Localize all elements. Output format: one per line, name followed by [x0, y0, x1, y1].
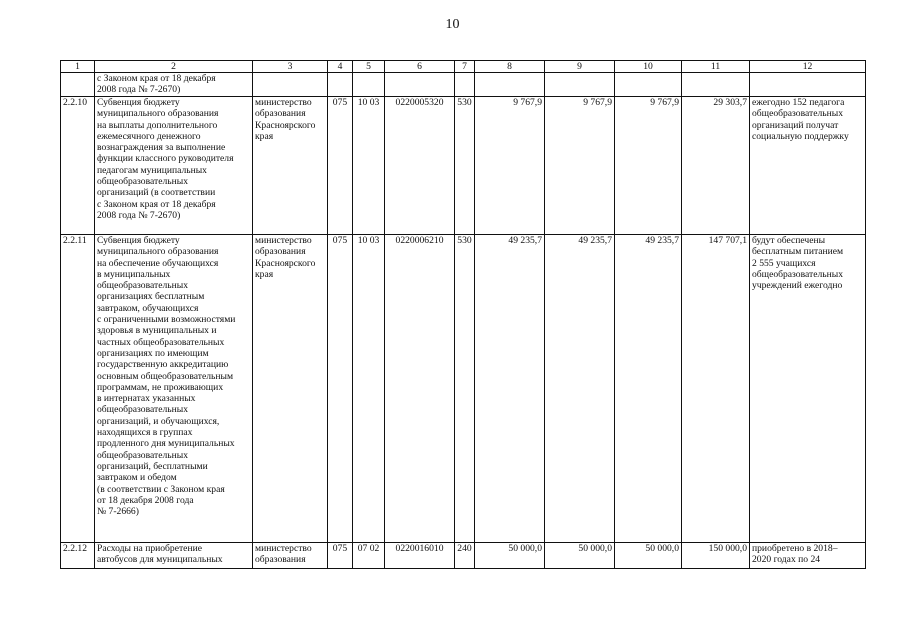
row-ministry — [253, 73, 328, 97]
header-cell: 10 — [615, 61, 682, 73]
row-name: с Законом края от 18 декабря 2008 года № 7-2670) — [95, 73, 253, 97]
row-id — [61, 73, 95, 97]
row-id: 2.2.11 — [61, 235, 95, 543]
row-ministry: министерство образования — [253, 543, 328, 569]
row-c7: 240 — [455, 543, 475, 569]
header-cell: 11 — [682, 61, 750, 73]
header-cell: 3 — [253, 61, 328, 73]
row-id: 2.2.12 — [61, 543, 95, 569]
row-c11: 150 000,0 — [682, 543, 750, 569]
row-c10: 9 767,9 — [615, 97, 682, 235]
row-c8: 9 767,9 — [475, 97, 545, 235]
header-cell: 8 — [475, 61, 545, 73]
row-c5: 10 03 — [353, 235, 385, 543]
header-cell: 6 — [385, 61, 455, 73]
header-cell: 5 — [353, 61, 385, 73]
row-c6 — [385, 73, 455, 97]
table-row — [61, 97, 866, 235]
row-c8: 50 000,0 — [475, 543, 545, 569]
table-row — [61, 73, 866, 97]
row-c7: 530 — [455, 97, 475, 235]
row-c11: 147 707,1 — [682, 235, 750, 543]
row-c10: 50 000,0 — [615, 543, 682, 569]
row-result — [750, 73, 866, 97]
table-row — [61, 543, 866, 569]
header-row — [61, 61, 866, 73]
row-c6: 0220016010 — [385, 543, 455, 569]
page-number: 10 — [445, 17, 460, 32]
row-c9 — [545, 73, 615, 97]
row-c10: 49 235,7 — [615, 235, 682, 543]
row-c9: 50 000,0 — [545, 543, 615, 569]
row-c5: 07 02 — [353, 543, 385, 569]
header-cell: 2 — [95, 61, 253, 73]
row-c8 — [475, 73, 545, 97]
header-cell: 7 — [455, 61, 475, 73]
row-name: Расходы на приобретение автобусов для муниципальных — [95, 543, 253, 569]
row-c4 — [328, 73, 353, 97]
row-c9: 49 235,7 — [545, 235, 615, 543]
row-c4: 075 — [328, 97, 353, 235]
row-c6: 0220006210 — [385, 235, 455, 543]
row-ministry: министерство образования Красноярского края — [253, 235, 328, 543]
row-c7: 530 — [455, 235, 475, 543]
row-c11: 29 303,7 — [682, 97, 750, 235]
row-c5: 10 03 — [353, 97, 385, 235]
row-c7 — [455, 73, 475, 97]
row-c8: 49 235,7 — [475, 235, 545, 543]
row-result: ежегодно 152 педагога общеобразовательных организаций получат социальную поддержку — [750, 97, 866, 235]
row-c4: 075 — [328, 543, 353, 569]
header-cell: 1 — [61, 61, 95, 73]
budget-table — [60, 60, 866, 569]
row-name: Субвенция бюджету муниципального образования на обеспечение обучающихся в муниципальных общеобразовательных организациях бесплатным завтраком, обучающихся с ограниченными возможностями здоровья в муниципальных и частных общеобразовательных организациях по имеющим государственную аккредитацию основным общеобразовательным программам, не проживающих в интернатах указанных общеобразовательных организаций, и обучающихся, находящихся в группах продленного дня муниципальных общеобразовательных организаций, бесплатными завтраком и обедом (в соответствии с Законом края от 18 декабря 2008 года № 7-2666) — [95, 235, 253, 543]
row-c5 — [353, 73, 385, 97]
row-c11 — [682, 73, 750, 97]
header-cell: 4 — [328, 61, 353, 73]
row-c10 — [615, 73, 682, 97]
row-c6: 0220005320 — [385, 97, 455, 235]
row-id: 2.2.10 — [61, 97, 95, 235]
header-cell: 12 — [750, 61, 866, 73]
header-cell: 9 — [545, 61, 615, 73]
row-ministry: министерство образования Красноярского края — [253, 97, 328, 235]
row-result: будут обеспечены бесплатным питанием 2 555 учащихся общеобразовательных учреждений ежегодно — [750, 235, 866, 543]
row-name: Субвенция бюджету муниципального образования на выплаты дополнительного ежемесячного денежного вознаграждения за выполнение функции классного руководителя педагогам муниципальных общеобразовательных организаций (в соответствии с Законом края от 18 декабря 2008 года № 7-2670) — [95, 97, 253, 235]
row-result: приобретено в 2018– 2020 годах по 24 — [750, 543, 866, 569]
row-c4: 075 — [328, 235, 353, 543]
table-row — [61, 235, 866, 543]
row-c9: 9 767,9 — [545, 97, 615, 235]
